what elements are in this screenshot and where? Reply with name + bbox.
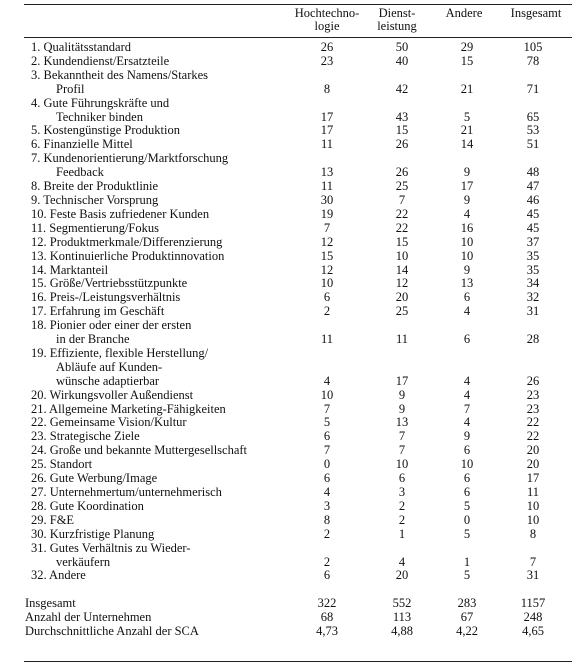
table-row — [0, 124, 578, 138]
cell-value: 78 — [526, 53, 540, 68]
row-label-line: 1. Qualitätsstandard — [31, 40, 131, 54]
cell-value: 6 — [398, 471, 406, 486]
row-label — [0, 277, 290, 291]
cell-value: 4 — [323, 373, 331, 388]
table-row — [0, 222, 578, 236]
header-hochtechnologie: Hochtechno- logie — [294, 6, 360, 33]
row-label-line: 21. Allgemeine Marketing-Fähigkeiten — [31, 401, 226, 416]
header-andere: Andere — [445, 6, 483, 20]
row-label-line: 24. Große und bekannte Muttergesellschaft — [31, 443, 248, 458]
cell-value: 6 — [463, 332, 471, 347]
cell-value: 12 — [320, 262, 334, 277]
cell-value: 45 — [526, 220, 540, 235]
row-label-line: wünsche adaptierbar — [56, 373, 160, 388]
cell-value: 15 — [395, 234, 409, 249]
cell-value: 20 — [526, 457, 540, 472]
cell-value: 23 — [526, 401, 540, 416]
row-label — [0, 542, 290, 570]
cell-value: 7 — [398, 192, 406, 207]
row-label — [0, 97, 290, 125]
row-label — [0, 472, 290, 486]
cell-value: 7 — [398, 429, 406, 444]
row-label-line: 26. Gute Werbung/Image — [31, 471, 158, 486]
row-label — [0, 569, 290, 583]
totals-value: 4,65 — [522, 623, 544, 638]
cell-value: 13 — [395, 415, 409, 430]
table-row — [0, 97, 578, 125]
row-label — [0, 430, 290, 444]
cell-value: 47 — [526, 179, 540, 194]
table-row — [0, 194, 578, 208]
totals-value: 1157 — [520, 596, 546, 610]
table-totals — [0, 597, 578, 639]
row-label — [0, 389, 290, 403]
cell-value: 11 — [395, 332, 409, 347]
totals-label — [0, 611, 290, 625]
row-label — [0, 305, 290, 319]
row-label-line: 30. Kurzfristige Planung — [31, 526, 155, 541]
cell-value: 10 — [395, 457, 409, 472]
cell-value: 8 — [323, 512, 331, 527]
totals-value: 4,22 — [456, 623, 478, 638]
cell-value: 6 — [463, 471, 471, 486]
table-row — [0, 472, 578, 486]
table-row — [0, 69, 578, 97]
table-row — [0, 277, 578, 291]
row-label-line: 28. Gute Koordination — [31, 498, 144, 513]
table-row — [0, 528, 578, 542]
row-label-line: 19. Effiziente, flexible Herstellung/ — [31, 345, 209, 360]
row-label-line: 2. Kundendienst/Ersatzteile — [31, 53, 170, 68]
cell-value: 35 — [526, 248, 540, 263]
totals-value: 67 — [460, 609, 474, 624]
cell-value: 29 — [460, 40, 474, 54]
totals-value: 68 — [320, 609, 334, 624]
cell-value: 10 — [460, 457, 474, 472]
row-label-line: 10. Feste Basis zufriedener Kunden — [31, 206, 210, 221]
cell-value: 6 — [323, 568, 331, 583]
top-rule — [24, 4, 572, 5]
cell-value: 8 — [323, 81, 331, 96]
row-label-line: 14. Marktanteil — [31, 262, 109, 277]
row-label-line: verkäufern — [56, 554, 111, 569]
cell-value: 17 — [526, 471, 540, 486]
row-label-line: 25. Standort — [31, 457, 93, 472]
row-label — [0, 403, 290, 417]
row-label-line: in der Branche — [56, 332, 130, 347]
cell-value: 9 — [398, 401, 406, 416]
cell-value: 5 — [463, 498, 471, 513]
cell-value: 7 — [529, 554, 537, 569]
row-label-line: 27. Unternehmertum/unternehmerisch — [31, 485, 222, 499]
cell-value: 6 — [323, 471, 331, 486]
header-dienstleistung: Dienst- leistung — [377, 6, 417, 33]
cell-value: 25 — [395, 179, 409, 194]
cell-value: 21 — [460, 123, 474, 138]
cell-value: 65 — [526, 109, 540, 124]
cell-value: 51 — [526, 137, 540, 152]
cell-value: 40 — [395, 53, 409, 68]
totals-label-text: Durchschnittliche Anzahl der SCA — [25, 623, 199, 638]
cell-value: 10 — [460, 248, 474, 263]
cell-value: 5 — [463, 568, 471, 583]
cell-value: 8 — [529, 526, 537, 541]
cell-value: 7 — [323, 401, 331, 416]
row-label — [0, 55, 290, 69]
cell-value: 10 — [395, 248, 409, 263]
row-label-line: Profil — [56, 81, 85, 96]
table-row — [0, 403, 578, 417]
totals-value: 113 — [392, 609, 412, 624]
table-row — [0, 250, 578, 264]
bottom-rule — [24, 661, 572, 662]
cell-value: 11 — [320, 179, 334, 194]
row-label-line: 23. Strategische Ziele — [31, 429, 140, 444]
table-body — [0, 41, 578, 583]
row-label — [0, 180, 290, 194]
cell-value: 2 — [323, 526, 331, 541]
cell-value: 4 — [463, 387, 471, 402]
cell-value: 23 — [526, 387, 540, 402]
cell-value: 22 — [395, 206, 409, 221]
row-label-line: 4. Gute Führungskräfte und — [31, 95, 170, 110]
row-label-line: 32. Andere — [31, 568, 86, 583]
row-label — [0, 194, 290, 208]
cell-value: 22 — [526, 429, 540, 444]
row-label-line: 5. Kostengünstige Produktion — [31, 123, 180, 138]
header-rule — [24, 37, 572, 38]
cell-value: 4 — [463, 304, 471, 319]
cell-value: 1 — [398, 526, 406, 541]
cell-value: 4 — [398, 554, 406, 569]
cell-value: 4 — [463, 415, 471, 430]
cell-value: 6 — [323, 429, 331, 444]
table-row — [0, 180, 578, 194]
cell-value: 9 — [463, 165, 471, 180]
cell-value: 12 — [320, 234, 334, 249]
cell-value: 20 — [395, 290, 409, 305]
row-label-line: 6. Finanzielle Mittel — [31, 137, 133, 152]
cell-value: 10 — [526, 512, 540, 527]
row-label — [0, 347, 290, 389]
cell-value: 15 — [320, 248, 334, 263]
table-row — [0, 152, 578, 180]
cell-value: 42 — [395, 81, 409, 96]
cell-value: 20 — [395, 568, 409, 583]
row-label — [0, 138, 290, 152]
cell-value: 35 — [526, 262, 540, 277]
cell-value: 3 — [323, 498, 331, 513]
cell-value: 6 — [463, 290, 471, 305]
row-label-line: 16. Preis-/Leistungsverhältnis — [31, 290, 181, 305]
cell-value: 15 — [460, 53, 474, 68]
cell-value: 7 — [323, 220, 331, 235]
cell-value: 50 — [395, 40, 409, 54]
header-insgesamt: Insgesamt — [510, 6, 562, 20]
cell-value: 2 — [323, 304, 331, 319]
table-row — [0, 416, 578, 430]
totals-row — [0, 611, 578, 625]
cell-value: 10 — [460, 234, 474, 249]
cell-value: 14 — [460, 137, 474, 152]
row-label — [0, 416, 290, 430]
cell-value: 15 — [395, 123, 409, 138]
cell-value: 9 — [398, 387, 406, 402]
row-label — [0, 291, 290, 305]
cell-value: 6 — [463, 485, 471, 499]
cell-value: 26 — [395, 137, 409, 152]
cell-value: 3 — [398, 485, 406, 499]
cell-value: 2 — [323, 554, 331, 569]
row-label — [0, 69, 290, 97]
row-label — [0, 41, 290, 55]
row-label-line: 17. Erfahrung im Geschäft — [31, 304, 165, 319]
cell-value: 9 — [463, 262, 471, 277]
row-label-line: 11. Segmentierung/Fokus — [31, 220, 160, 235]
cell-value: 7 — [398, 443, 406, 458]
cell-value: 5 — [463, 526, 471, 541]
totals-label-text: Insgesamt — [25, 596, 76, 610]
row-label-line: Feedback — [56, 165, 104, 180]
cell-value: 4 — [323, 485, 331, 499]
totals-value: 4,88 — [391, 623, 413, 638]
cell-value: 26 — [526, 373, 540, 388]
cell-value: 17 — [320, 109, 334, 124]
row-label-line: 7. Kundenorientierung/Marktforschung — [31, 151, 229, 166]
totals-value: 322 — [317, 596, 337, 610]
row-label-line: 12. Produktmerkmale/Differenzierung — [31, 234, 223, 249]
cell-value: 14 — [395, 262, 409, 277]
row-label — [0, 500, 290, 514]
row-label-line: 22. Gemeinsame Vision/Kultur — [31, 415, 187, 430]
table-row — [0, 542, 578, 570]
cell-value: 0 — [323, 457, 331, 472]
table-row — [0, 486, 578, 500]
cell-value: 37 — [526, 234, 540, 249]
cell-value: 11 — [320, 332, 334, 347]
row-label-line: 29. F&E — [31, 512, 75, 527]
cell-value: 31 — [526, 304, 540, 319]
cell-value: 32 — [526, 290, 540, 305]
cell-value: 45 — [526, 206, 540, 221]
row-label — [0, 514, 290, 528]
row-label — [0, 458, 290, 472]
table-row — [0, 208, 578, 222]
table-row — [0, 347, 578, 389]
cell-value: 11 — [526, 485, 540, 499]
cell-value: 12 — [395, 276, 409, 291]
row-label — [0, 208, 290, 222]
totals-label — [0, 625, 290, 639]
cell-value: 30 — [320, 192, 334, 207]
cell-value: 105 — [523, 40, 543, 54]
cell-value: 17 — [320, 123, 334, 138]
cell-value: 6 — [463, 443, 471, 458]
cell-value: 2 — [398, 512, 406, 527]
row-label — [0, 264, 290, 278]
cell-value: 10 — [320, 276, 334, 291]
row-label-line: 8. Breite der Produktlinie — [31, 179, 159, 194]
table-row — [0, 430, 578, 444]
totals-value: 552 — [392, 596, 412, 610]
cell-value: 5 — [463, 109, 471, 124]
cell-value: 2 — [398, 498, 406, 513]
cell-value: 4 — [463, 206, 471, 221]
table-row — [0, 55, 578, 69]
cell-value: 7 — [463, 401, 471, 416]
cell-value: 4 — [463, 373, 471, 388]
cell-value: 0 — [463, 512, 471, 527]
table-row — [0, 305, 578, 319]
totals-label-text: Anzahl der Unternehmen — [25, 609, 152, 624]
cell-value: 71 — [526, 81, 540, 96]
cell-value: 43 — [395, 109, 409, 124]
cell-value: 53 — [526, 123, 540, 138]
table-row — [0, 444, 578, 458]
table-row — [0, 389, 578, 403]
row-label-line: 18. Pionier oder einer der ersten — [31, 318, 192, 333]
cell-value: 34 — [526, 276, 540, 291]
row-label — [0, 222, 290, 236]
cell-value: 20 — [526, 443, 540, 458]
cell-value: 26 — [395, 165, 409, 180]
totals-value: 283 — [457, 596, 477, 610]
row-label-line: 13. Kontinuierliche Produktinnovation — [31, 248, 225, 263]
totals-value: 248 — [523, 609, 543, 624]
cell-value: 21 — [460, 81, 474, 96]
cell-value: 9 — [463, 192, 471, 207]
table-row — [0, 41, 578, 55]
table-row — [0, 569, 578, 583]
totals-label — [0, 597, 290, 611]
row-label-line: 3. Bekanntheit des Namens/Starkes — [31, 67, 209, 82]
table-row — [0, 500, 578, 514]
cell-value: 19 — [320, 206, 334, 221]
table-row — [0, 236, 578, 250]
cell-value: 7 — [323, 443, 331, 458]
table-row — [0, 264, 578, 278]
cell-value: 22 — [526, 415, 540, 430]
cell-value: 13 — [460, 276, 474, 291]
cell-value: 46 — [526, 192, 540, 207]
cell-value: 17 — [395, 373, 409, 388]
cell-value: 22 — [395, 220, 409, 235]
cell-value: 48 — [526, 165, 540, 180]
row-label-line: 15. Größe/Vertriebsstützpunkte — [31, 276, 188, 291]
cell-value: 26 — [320, 40, 334, 54]
row-label — [0, 486, 290, 500]
cell-value: 23 — [320, 53, 334, 68]
cell-value: 28 — [526, 332, 540, 347]
cell-value: 17 — [460, 179, 474, 194]
cell-value: 11 — [320, 137, 334, 152]
row-label-line: Abläufe auf Kunden- — [56, 359, 163, 374]
row-label — [0, 528, 290, 542]
cell-value: 6 — [323, 290, 331, 305]
cell-value: 25 — [395, 304, 409, 319]
cell-value: 16 — [460, 220, 474, 235]
row-label — [0, 444, 290, 458]
totals-row — [0, 597, 578, 611]
row-label-line: Techniker binden — [56, 109, 143, 124]
cell-value: 5 — [323, 415, 331, 430]
totals-value: 4,73 — [316, 623, 338, 638]
table-row — [0, 514, 578, 528]
row-label-line: 31. Gutes Verhältnis zu Wieder- — [31, 540, 191, 555]
table-row — [0, 458, 578, 472]
row-label — [0, 250, 290, 264]
row-label — [0, 236, 290, 250]
table-row — [0, 138, 578, 152]
cell-value: 1 — [463, 554, 471, 569]
cell-value: 13 — [320, 165, 334, 180]
table-row — [0, 319, 578, 347]
cell-value: 31 — [526, 568, 540, 583]
row-label-line: 20. Wirkungsvoller Außendienst — [31, 387, 194, 402]
row-label — [0, 319, 290, 347]
row-label — [0, 124, 290, 138]
table-row — [0, 291, 578, 305]
row-label — [0, 152, 290, 180]
totals-row — [0, 625, 578, 639]
cell-value: 10 — [320, 387, 334, 402]
cell-value: 10 — [526, 498, 540, 513]
row-label-line: 9. Technischer Vorsprung — [31, 192, 159, 207]
cell-value: 9 — [463, 429, 471, 444]
